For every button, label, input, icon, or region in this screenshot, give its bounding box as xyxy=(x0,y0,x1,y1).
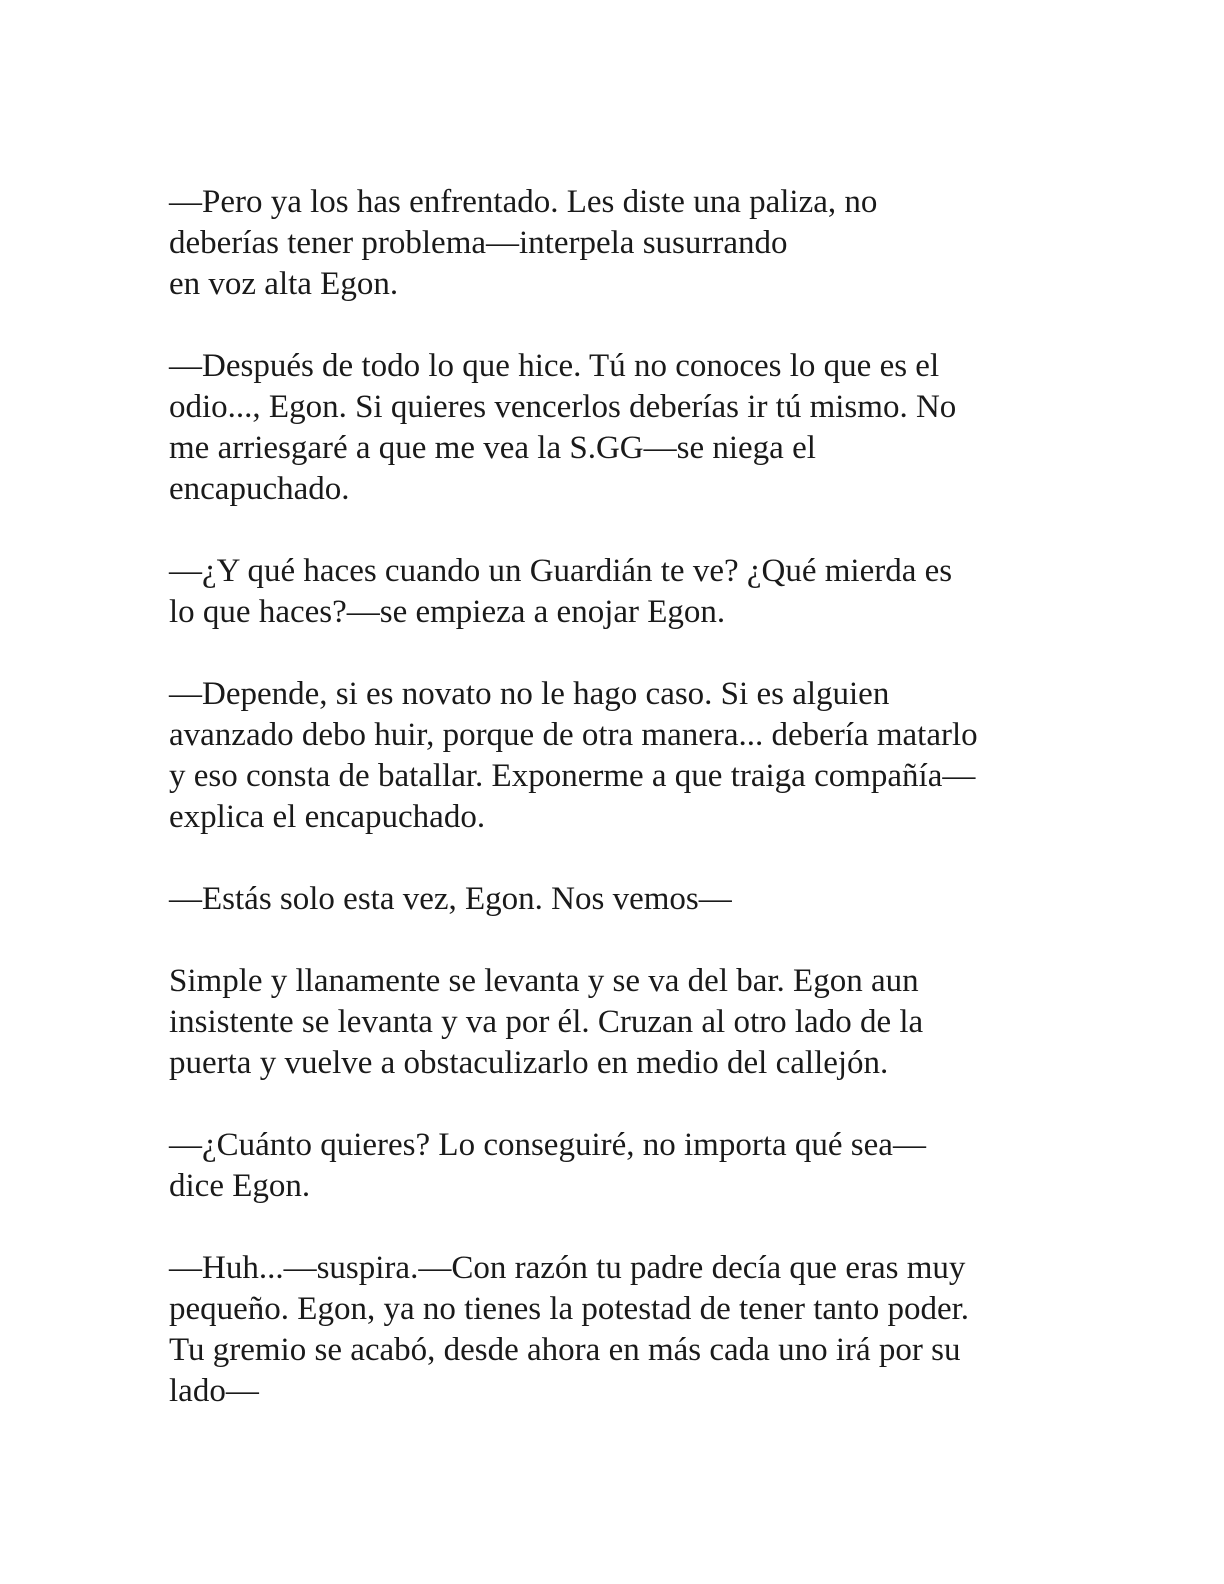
text-line: explica el encapuchado. xyxy=(169,799,486,835)
text-line: encapuchado. xyxy=(169,471,350,507)
paragraph-5 xyxy=(169,879,1069,920)
text-line: lo que haces?—se empieza a enojar Egon. xyxy=(169,594,726,630)
paragraph-4 xyxy=(169,674,1069,838)
text-line: —Después de todo lo que hice. Tú no conoces lo que es el xyxy=(169,348,940,384)
text-line: me arriesgaré a que me vea la S.GG—se niega el xyxy=(169,430,816,466)
text-line: odio..., Egon. Si quieres vencerlos deberías ir tú mismo. No xyxy=(169,389,957,425)
text-line: —¿Y qué haces cuando un Guardián te ve? ¿Qué mierda es xyxy=(169,553,953,589)
text-line: insistente se levanta y va por él. Cruzan al otro lado de la xyxy=(169,1004,924,1040)
text-line: lado— xyxy=(169,1373,259,1409)
text-line: pequeño. Egon, ya no tienes la potestad de tener tanto poder. xyxy=(169,1291,970,1327)
text-line: dice Egon. xyxy=(169,1168,311,1204)
text-line: deberías tener problema—interpela susurrando xyxy=(169,225,788,261)
text-line: Simple y llanamente se levanta y se va del bar. Egon aun xyxy=(169,963,919,999)
paragraph-2 xyxy=(169,346,1069,510)
paragraph-6 xyxy=(169,961,1069,1084)
body-text xyxy=(169,182,1069,1453)
text-line: —Huh...—suspira.—Con razón tu padre decía que eras muy xyxy=(169,1250,966,1286)
paragraph-7 xyxy=(169,1125,1069,1207)
text-line: y eso consta de batallar. Exponerme a que traiga compañía— xyxy=(169,758,976,794)
text-line: puerta y vuelve a obstaculizarlo en medio del callejón. xyxy=(169,1045,889,1081)
paragraph-3 xyxy=(169,551,1069,633)
paragraph-1 xyxy=(169,182,1069,305)
text-line: en voz alta Egon. xyxy=(169,266,399,302)
text-line: —Pero ya los has enfrentado. Les diste una paliza, no xyxy=(169,184,878,220)
text-line: —Estás solo esta vez, Egon. Nos vemos— xyxy=(169,881,732,917)
text-line: —¿Cuánto quieres? Lo conseguiré, no importa qué sea— xyxy=(169,1127,926,1163)
text-line: avanzado debo huir, porque de otra manera... debería matarlo xyxy=(169,717,978,753)
text-line: —Depende, si es novato no le hago caso. Si es alguien xyxy=(169,676,890,712)
text-line: Tu gremio se acabó, desde ahora en más cada uno irá por su xyxy=(169,1332,961,1368)
paragraph-8 xyxy=(169,1248,1069,1412)
